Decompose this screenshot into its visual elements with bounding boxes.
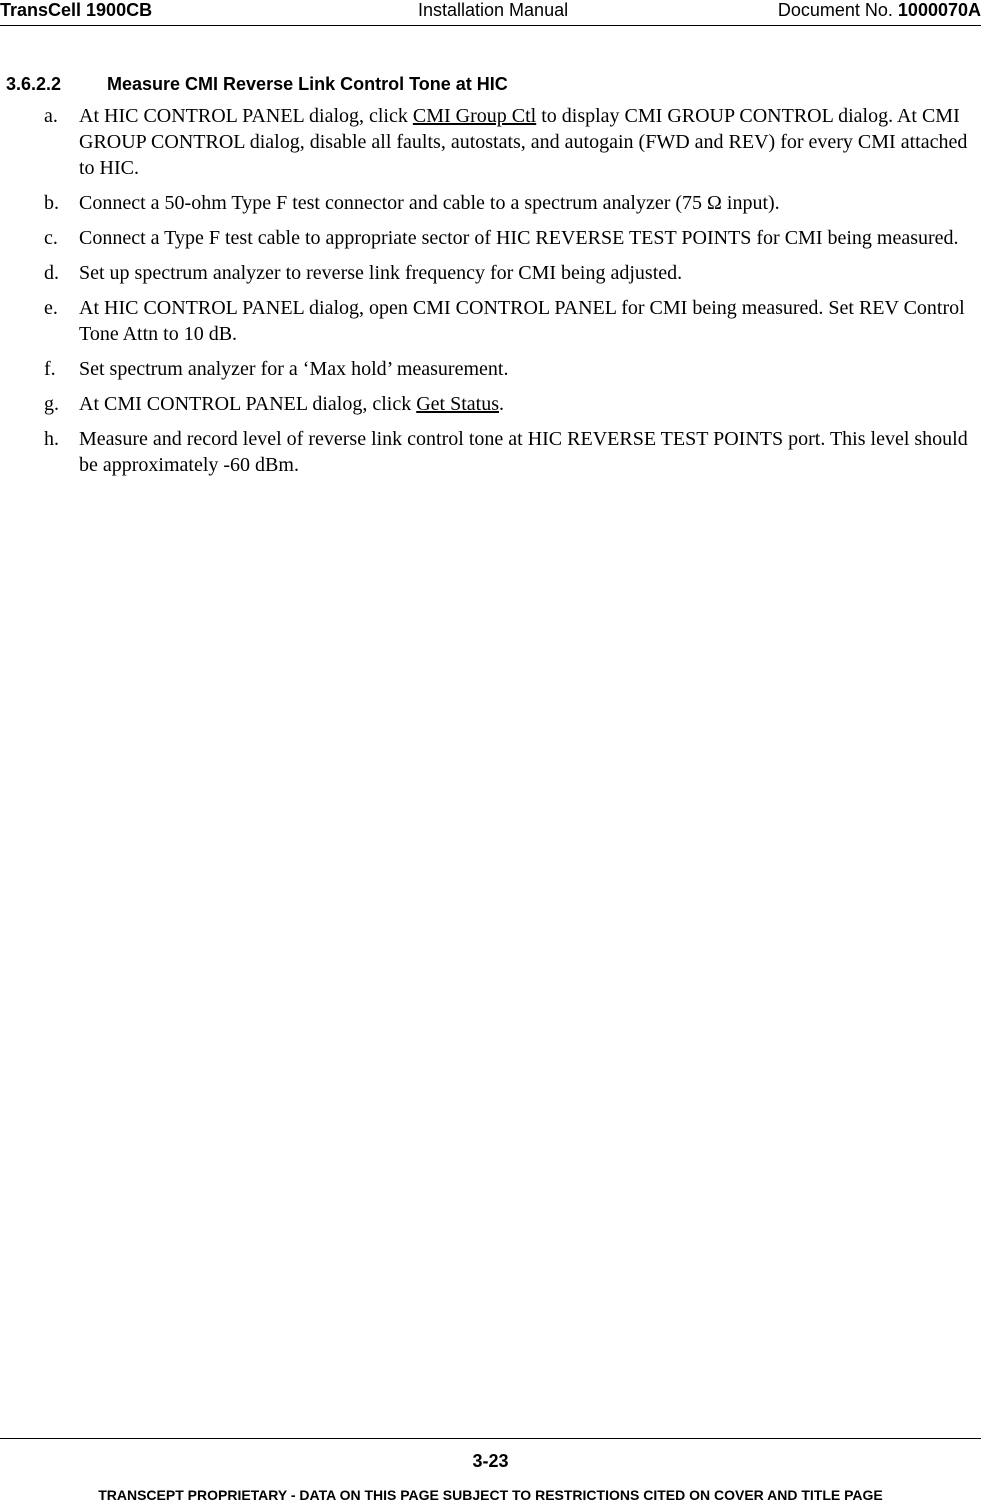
step-letter: a. (44, 105, 58, 127)
step-text: Set up spectrum analyzer to reverse link frequency for CMI being adjusted. (79, 262, 683, 284)
step-text: At HIC CONTROL PANEL dialog, open CMI CONTROL PANEL for CMI being measured. Set REV Control Tone Attn to 10 dB. (79, 297, 965, 345)
step-text: Connect a 50-ohm Type F test connector and cable to a spectrum analyzer (75 Ω input). (79, 192, 780, 214)
step-letter: d. (44, 262, 59, 284)
cmi-group-ctl-link[interactable]: CMI Group Ctl (412, 105, 537, 127)
section-title: Measure CMI Reverse Link Control Tone at HIC (107, 74, 508, 94)
procedure-steps (44, 103, 974, 478)
step-h (44, 426, 974, 478)
step-text: At CMI CONTROL PANEL dialog, click (79, 393, 417, 415)
step-letter: e. (44, 297, 58, 319)
step-d (44, 260, 974, 286)
document-number-value: 1000070A (897, 0, 981, 20)
get-status-link[interactable]: Get Status (416, 393, 499, 415)
footer-divider (0, 1438, 981, 1439)
step-text: Set spectrum analyzer for a ‘Max hold’ measurement. (79, 358, 509, 380)
product-name: TransCell 1900CB (0, 0, 153, 20)
page-number: 3-23 (472, 1451, 509, 1471)
proprietary-notice: TRANSCEPT PROPRIETARY - DATA ON THIS PAGE SUBJECT TO RESTRICTIONS CITED ON COVER AND TITLE PAGE (98, 1487, 883, 1503)
step-g (44, 391, 974, 417)
step-c (44, 225, 974, 251)
document-number (778, 0, 981, 20)
step-text: to display CMI GROUP CONTROL dialog. At CMI GROUP CONTROL dialog, disable all faults, autostats, and autogain (FWD and REV) for every CMI attached to HIC. (79, 105, 968, 179)
step-text: Measure and record level of reverse link control tone at HIC REVERSE TEST POINTS port. This level should be approximately -60 dBm. (79, 428, 968, 476)
step-a (44, 103, 974, 181)
step-text: . (499, 393, 504, 415)
step-letter: c. (44, 227, 58, 249)
step-f (44, 356, 974, 382)
step-text: Connect a Type F test cable to appropriate sector of HIC REVERSE TEST POINTS for CMI being measured. (79, 227, 959, 249)
section-number: 3.6.2.2 (6, 74, 62, 94)
step-e (44, 295, 974, 347)
header-divider (0, 25, 981, 26)
step-b (44, 190, 974, 216)
page-header (0, 0, 981, 26)
step-letter: h. (44, 428, 59, 450)
step-letter: f. (44, 358, 56, 380)
step-letter: b. (44, 192, 59, 214)
step-letter: g. (44, 393, 59, 415)
manual-title: Installation Manual (418, 0, 569, 20)
section-heading (6, 73, 508, 95)
step-text: At HIC CONTROL PANEL dialog, click (79, 105, 413, 127)
document-number-label: Document No. (777, 0, 898, 20)
